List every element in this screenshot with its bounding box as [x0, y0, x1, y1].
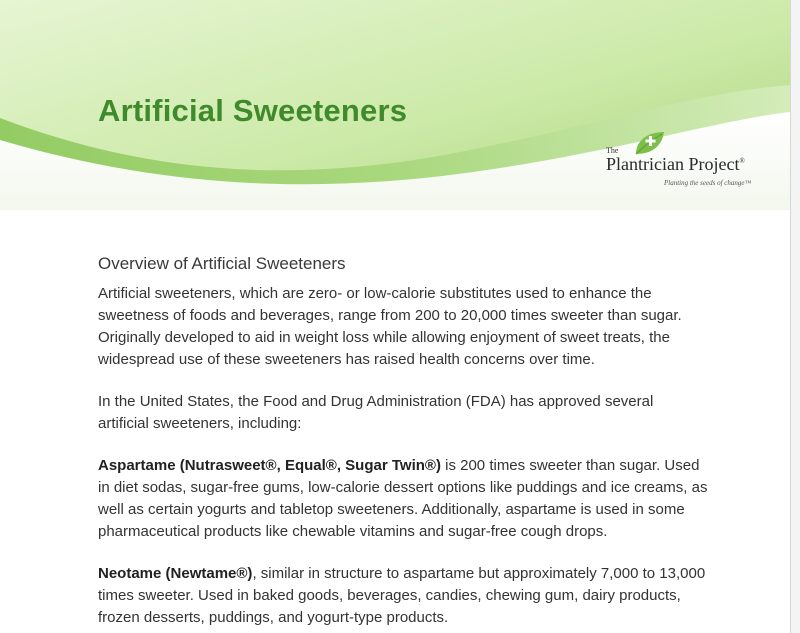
aspartame-term: Aspartame (Nutrasweet®, Equal®, Sugar Twin®): [98, 457, 441, 474]
logo-the: The: [606, 146, 619, 155]
document-body: [98, 253, 708, 633]
logo-tagline: Planting the seeds of change™: [664, 179, 752, 187]
plantrician-logo: [600, 130, 780, 192]
paragraph-aspartame: Aspartame (Nutrasweet®, Equal®, Sugar Twin®) is 200 times sweeter than sugar. Used in diet sodas, sugar-free gums, low-calorie dessert options like puddings and ice creams, as well as certain yogurts and tabletop sweeteners. Additionally, aspartame is used in some pharmaceutical products like chewable vitamins and sugar-free cough drops.: [98, 457, 708, 540]
header-banner: [0, 0, 790, 210]
paragraph-fda: In the United States, the Food and Drug Administration (FDA) has approved several artificial sweeteners, including:: [98, 393, 654, 432]
page-title: Artificial Sweeteners: [98, 93, 408, 128]
section-heading: Overview of Artificial Sweeteners: [98, 254, 346, 273]
scrollbar-track[interactable]: [791, 0, 800, 633]
neotame-term: Neotame (Newtame®): [98, 565, 253, 582]
leaf-cross-icon: [632, 130, 666, 156]
logo-name: Plantrician Project®: [606, 154, 745, 174]
paragraph-neotame: Neotame (Newtame®), similar in structure to aspartame but approximately 7,000 to 13,000 times sweeter. Used in baked goods, beverages, candies, chewing gum, dairy products, frozen desserts, puddings, and yogurt-type products.: [98, 565, 706, 626]
paragraph-overview: Artificial sweeteners, which are zero- or low-calorie substitutes used to enhance the sweetness of foods and beverages, range from 200 to 20,000 times sweeter than sugar. Originally developed to aid in weight loss while allowing enjoyment of sweet treats, the widespread use of these sweeteners has raised health concerns over time.: [98, 285, 682, 368]
